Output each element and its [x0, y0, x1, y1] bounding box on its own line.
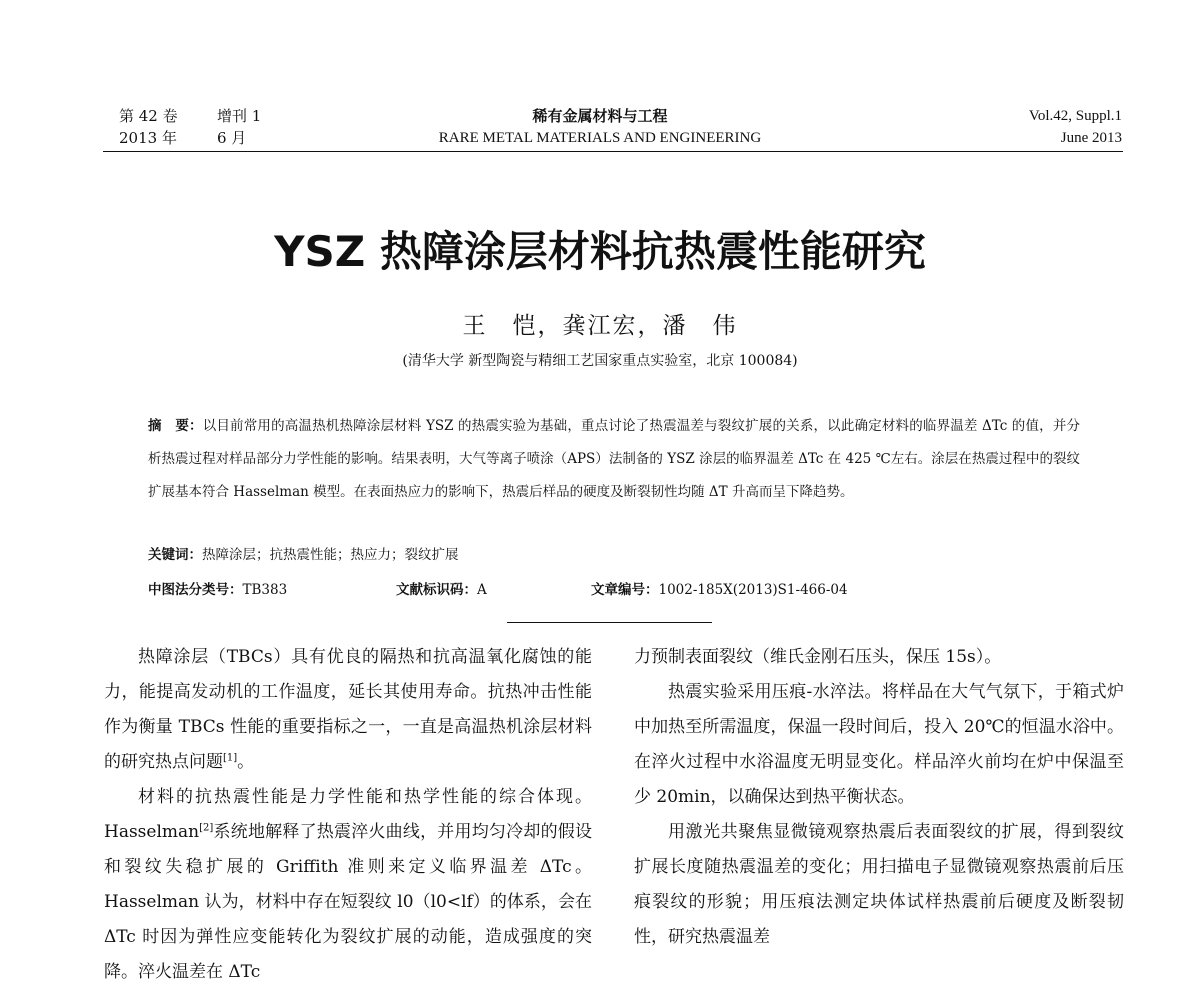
supplement-cn: 增刊 1: [217, 107, 262, 125]
abstract-text: 以目前常用的高温热机热障涂层材料 YSZ 的热震实验为基础，重点讨论了热震温差与裂纹扩展的关系，以此确定材料的临界温差 ΔTc 的值，并分析热震过程对样品部分力学性能的影响。结果表明，大气等离子喷涂（APS）法制备的 YSZ 涂层的临界温差 ΔTc 在 425 ℃左右。涂层在热震过程中的裂纹扩展基本符合 Hasselman 模型。在表面热应力的影响下，热震后样品的硬度及断裂韧性均随 ΔT 升高而呈下降趋势。: [148, 418, 1080, 500]
article-number-value: 1002-185X(2013)S1-466-04: [658, 582, 848, 598]
abstract-label: 摘 要：: [148, 418, 203, 434]
paragraph: 用激光共聚焦显微镜观察热震后表面裂纹的扩展，得到裂纹扩展长度随热震温差的变化；用扫描电子显微镜观察热震前后压痕裂纹的形貌；用压痕法测定块体试样热震前后硬度及断裂韧性，研究热震温差: [634, 822, 1124, 947]
paragraph-end: 。: [237, 752, 255, 772]
clc-label: 中图法分类号：: [148, 582, 243, 598]
paper-title: YSZ 热障涂层材料抗热震性能研究: [274, 227, 926, 276]
citation: [1]: [223, 752, 238, 764]
keywords-label: 关键词：: [148, 547, 202, 563]
doc-code-label: 文献标识码：: [396, 582, 477, 598]
citation: [2]: [199, 822, 214, 834]
paragraph-text: 材料的抗热震性能是力学性能和热学性能的综合体现。Hasselman: [104, 787, 592, 842]
doc-code-value: A: [477, 582, 487, 598]
date-en: June 2013: [1060, 130, 1122, 146]
body-column-right: [634, 640, 1124, 955]
header-rule: [103, 151, 1123, 152]
journal-title-cn: 稀有金属材料与工程: [532, 107, 668, 125]
keywords-text: 热障涂层；抗热震性能；热应力；裂纹扩展: [202, 547, 459, 563]
paragraph: [104, 780, 592, 990]
article-number-label: 文章编号：: [591, 582, 659, 598]
month-cn: 6 月: [217, 129, 247, 147]
abstract: [148, 410, 1080, 509]
volume-cn: 第 42 卷: [119, 107, 178, 125]
keywords: [148, 543, 459, 567]
paragraph-text: 系统地解释了热震淬火曲线，并用均匀冷却的假设和裂纹失稳扩展的 Griffith 准则来定义临界温差 ΔTc。Hasselman 认为，材料中存在短裂纹 l0（l0<lf）的体系，会在 ΔTc 时因为弹性应变能转化为裂纹扩展的动能，造成强度的突降。淬火温差在 ΔTc: [104, 822, 592, 982]
paragraph-text: 热障涂层（TBCs）具有优良的隔热和抗高温氧化腐蚀的能力，能提高发动机的工作温度，延长其使用寿命。抗热冲击性能作为衡量 TBCs 性能的重要指标之一，一直是高温热机涂层材料的研究热点问题: [104, 647, 592, 772]
clc-value: TB383: [242, 582, 288, 598]
journal-title-en: RARE METAL MATERIALS AND ENGINEERING: [438, 130, 762, 146]
volume-en: Vol.42, Suppl.1: [1028, 108, 1122, 124]
section-rule: [507, 622, 712, 623]
paragraph: 热震实验采用压痕-水淬法。将样品在大气气氛下，于箱式炉中加热至所需温度，保温一段时间后，投入 20℃的恒温水浴中。在淬火过程中水浴温度无明显变化。样品淬火前均在炉中保温至少 20min，以确保达到热平衡状态。: [634, 682, 1124, 807]
paragraph: [104, 640, 592, 780]
body-column-left: [104, 640, 592, 990]
affiliation: (清华大学 新型陶瓷与精细工艺国家重点实验室，北京 100084): [402, 353, 798, 369]
classification-line: [148, 578, 848, 602]
year-cn: 2013 年: [119, 129, 177, 147]
paragraph: 力预制表面裂纹（维氏金刚石压头，保压 15s）。: [634, 647, 1002, 667]
authors: 王 恺，龚江宏，潘 伟: [462, 313, 738, 339]
